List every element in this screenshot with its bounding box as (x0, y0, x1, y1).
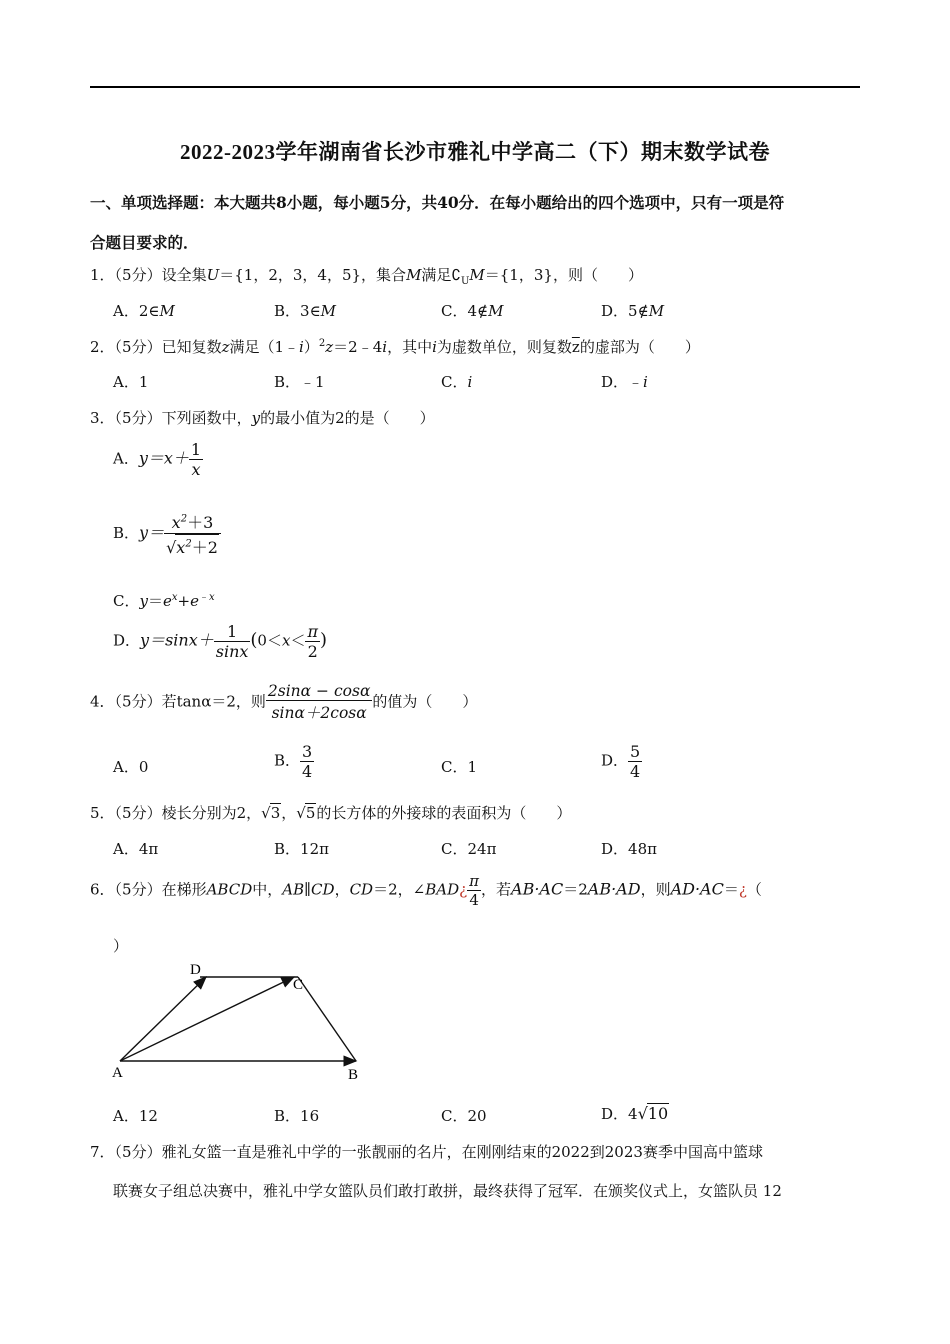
segment-cb (298, 977, 356, 1061)
q5-option-a[interactable]: A．4π (113, 840, 159, 858)
q6-stem: 6．（5分）在梯形ABCD中，AB∥CD，CD＝2，∠BAD¿ $\frac{\pi}{4}$ ，若AB·AC＝2AB·AD，则AD·AC＝¿（ (90, 872, 762, 909)
label-a: A (112, 1065, 123, 1081)
q5-stem: 5．（5分）棱长分别为2，√3，√5的长方体的外接球的表面积为（ ） (90, 804, 572, 822)
label-c: C (293, 977, 304, 993)
section-heading-cont: 合题目要求的． (90, 233, 199, 252)
label-b: B (348, 1067, 359, 1083)
q1-option-a[interactable]: A．2∈M (113, 302, 175, 320)
q1-option-b[interactable]: B．3∈M (274, 302, 337, 320)
q4-option-b[interactable]: B． $\frac{3}{4}$ (274, 742, 313, 781)
q4-option-a[interactable]: A．0 (113, 758, 149, 776)
q2-option-d[interactable]: D．﹣i (601, 373, 648, 391)
q3-option-d[interactable]: D．y＝sinx＋ $\frac{1}{\sin x}$ (0＜x＜ $\frac{\pi}{2}$ ) (113, 622, 327, 661)
q6-stem-end: ） (113, 937, 129, 955)
q2-option-b[interactable]: B．﹣1 (274, 373, 325, 391)
q3-option-b[interactable]: B．y＝ $\frac{x^2+3}{√x^2+2}$ (113, 510, 221, 558)
q7-line1: 7．（5分）雅礼女篮一直是雅礼中学的一张靓丽的名片，在刚刚结束的2022到2023赛季中国高中篮球 (90, 1143, 763, 1161)
q5-option-d[interactable]: D．48π (601, 840, 657, 858)
vector-ad (120, 977, 206, 1061)
q6-option-b[interactable]: B．16 (274, 1107, 320, 1125)
page-title: 2022-2023学年湖南省长沙市雅礼中学高二（下）期末数学试卷 (180, 140, 770, 164)
q1-option-c[interactable]: C．4∉M (441, 302, 504, 320)
q3-option-a[interactable]: A．y＝x＋ $\frac{1}{x}$ (113, 440, 202, 479)
q2-option-c[interactable]: C．i (441, 373, 473, 391)
q1-option-d[interactable]: D．5∉M (601, 302, 665, 320)
q3-option-c[interactable]: C．$y=e^x+e^{﹣x}$ (113, 592, 215, 610)
q1-stem: 1．（5分）设全集U＝{1，2，3，4，5}，集合M满足$∁_UM=\{1$，3}，则（ ） (90, 266, 643, 287)
q2-option-a[interactable]: A．1 (113, 373, 149, 391)
q4-option-c[interactable]: C．1 (441, 758, 478, 776)
label-d: D (190, 962, 201, 978)
q4-option-d[interactable]: D． $\frac{5}{4}$ (601, 742, 641, 781)
vector-ac (120, 977, 294, 1061)
q5-option-c[interactable]: C．24π (441, 840, 497, 858)
trapezoid-figure (108, 960, 368, 1085)
q6-option-d[interactable]: D．4√10 (601, 1104, 669, 1123)
header-rule (90, 86, 860, 88)
q6-option-c[interactable]: C．20 (441, 1107, 487, 1125)
q2-stem: 2．（5分）已知复数z满足（1﹣i）$^2$z＝2﹣4i，其中i为虚数单位，则复数$\overline{z}$的虚部为（ ） (90, 338, 700, 356)
q5-option-b[interactable]: B．12π (274, 840, 329, 858)
q3-stem: 3．（5分）下列函数中，y的最小值为2的是（ ） (90, 409, 435, 427)
q4-stem: 4．（5分）若tanα＝2，则 $\frac{2\sin\alpha - \cos\alpha}{\sin\alpha+2\cos\alpha}$ 的值为（ ） (90, 682, 478, 722)
section-heading: 一、单项选择题：本大题共8小题，每小题5分，共40分．在每小题给出的四个选项中，只有一项是符 (90, 193, 785, 212)
q7-line2: 联赛女子组总决赛中，雅礼中学女篮队员们敢打敢拼，最终获得了冠军．在颁奖仪式上，女篮队员 12 (113, 1182, 782, 1200)
q6-option-a[interactable]: A．12 (113, 1107, 158, 1125)
